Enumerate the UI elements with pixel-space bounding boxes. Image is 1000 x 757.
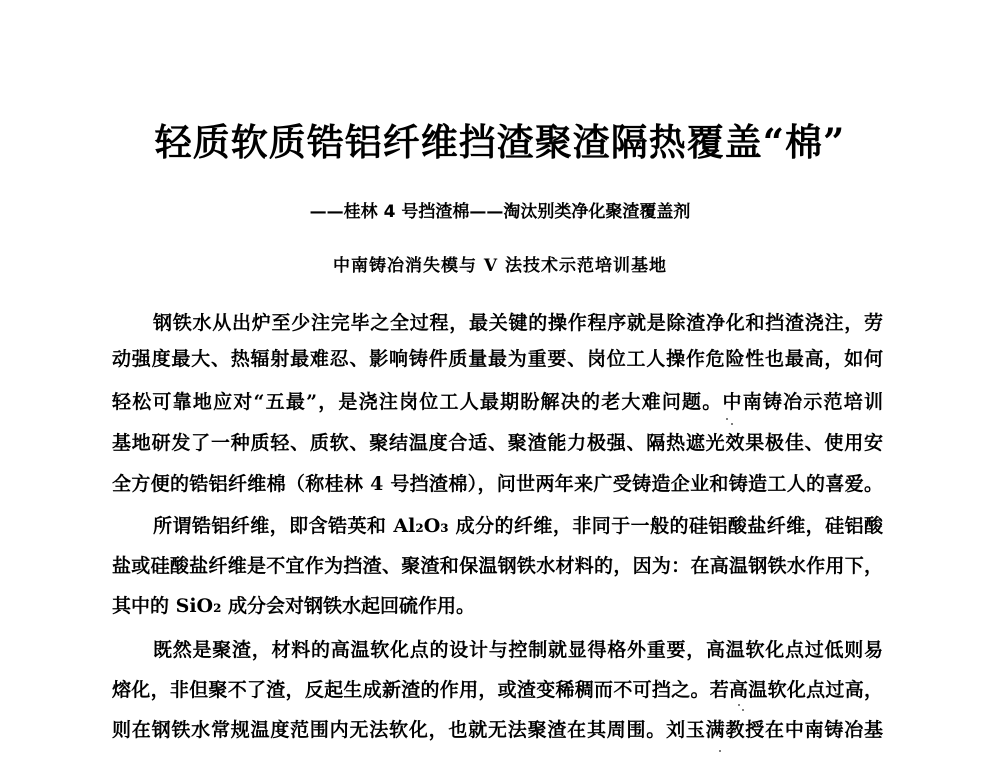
document-organization: 中南铸冶消失模与 V 法技术示范培训基地 xyxy=(332,256,668,276)
scan-speck xyxy=(731,423,733,425)
body-line-text: 轻松可靠地应对“五最”，是浇注岗位工人最期盼解决的老大难问题。中南铸冶示范培训 xyxy=(112,391,883,413)
scan-speck xyxy=(738,704,740,706)
body-line-text: 则在钢铁水常规温度范围内无法软化，也就无法聚渣在其周围。刘玉满教授在中南铸冶基 xyxy=(112,719,883,741)
body-line-text: 全方便的锆铝纤维棉（称桂林 4 号挡渣棉），问世两年来广受铸造企业和铸造工人的喜爱。 xyxy=(112,473,883,495)
body-line-text: 熔化，非但聚不了渣，反起生成新渣的作用，或渣变稀稠而不可挡之。若高温软化点过高， xyxy=(112,679,883,701)
body-line-text: 所谓锆铝纤维，即含锆英和 Al₂O₃ 成分的纤维，非同于一般的硅铝酸盐纤维，硅铝酸 xyxy=(153,515,883,537)
body-line-text: 动强度最大、热辐射最难忍、影响铸件质量最为重要、岗位工人操作危险性也最高，如何 xyxy=(112,348,883,370)
body-line-text: 其中的 SiO₂ 成分会对钢铁水起回硫作用。 xyxy=(112,595,476,617)
body-line xyxy=(0,717,1000,743)
scan-speck xyxy=(726,418,728,420)
body-line xyxy=(0,471,1000,497)
body-line xyxy=(0,310,1000,336)
body-line-text: 既然是聚渣，材料的高温软化点的设计与控制就显得格外重要，高温软化点过低则易 xyxy=(153,639,883,661)
body-line-text: 盐或硅酸盐纤维是不宜作为挡渣、聚渣和保温钢铁水材料的，因为：在高温钢铁水作用下， xyxy=(112,555,883,577)
body-line xyxy=(0,677,1000,703)
body-line-text: 基地研发了一种质轻、质软、聚结温度合适、聚渣能力极强、隔热遮光效果极佳、使用安 xyxy=(112,432,883,454)
body-line xyxy=(0,389,1000,415)
scan-speck xyxy=(742,709,744,711)
body-line xyxy=(0,513,1000,539)
body-line xyxy=(0,637,1000,663)
body-line xyxy=(0,553,1000,579)
body-line xyxy=(0,346,1000,372)
document-title: 轻质软质锆铝纤维挡渣聚渣隔热覆盖“棉” xyxy=(154,120,846,164)
scan-speck xyxy=(719,750,721,752)
body-line-text: 钢铁水从出炉至少注完毕之全过程，最关键的操作程序就是除渣净化和挡渣浇注，劳 xyxy=(153,312,883,334)
body-line xyxy=(0,430,1000,456)
body-line xyxy=(0,593,1000,619)
document-subtitle: ——桂林 4 号挡渣棉——淘汰别类净化聚渣覆盖剂 xyxy=(309,202,691,222)
